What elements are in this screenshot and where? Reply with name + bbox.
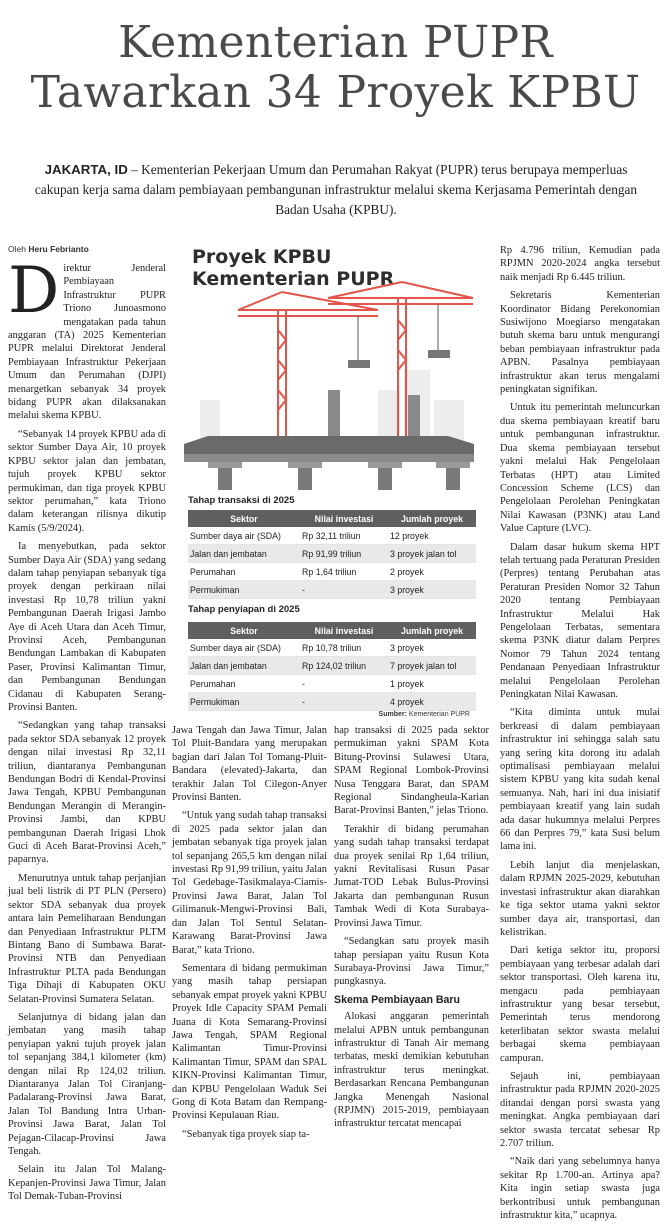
paragraph: “Untuk yang sudah tahap transaksi di 2025 pada sektor jalan dan jembatan sebanyak tiga proyek jalan tol sepanjang 265,5 km dengan nilai investasi Rp 91,99 triliun, yaitu Jalan Tol Gedebage-Tasikmalaya-Ciamis-Provinsi Jawa Barat, Jalan Tol Gilimanuk-Mengwi-Provinsi Bali, dan Jalan Tol Sentul Selatan-Karawang Barat-Provinsi Jawa Barat,” kata Triono.: [172, 810, 327, 956]
paragraph: Sekretaris Kementerian Koordinator Bidang Perekonomian Susiwijono Moegiarso mengatakan butuh skema baru untuk mengurangi beban pembiayaan infrastruktur pada APBN. Pasalnya pembiayaan infrastruktur akan terus mengalami peningkatan signifikan.: [500, 290, 660, 396]
table-row: Perumahan - 1 proyek: [188, 675, 476, 693]
table-header-row: [188, 510, 476, 527]
col-header-jumlah: Jumlah proyek: [388, 510, 476, 527]
paragraph: “Sedangkan yang tahap transaksi pada sektor SDA sebanyak 12 proyek dengan nilai investasi Rp 32,11 triliun, diantaranya Pembangunan Bendungan Bodri di Kendal-Provinsi Jawa Tengah, KPBU Pembangunan Bendungan Merangin di Merangin- Provinsi Jambi, dan KPBU pembangunan Daerah Irigasi Lhok Guci di Aceh Barat-Provinsi Aceh,” paparnya.: [8, 720, 166, 866]
article-column-1: [8, 254, 166, 1209]
paragraph: “Sebanyak 14 proyek KPBU ada di sektor Sumber Daya Air, 10 proyek KPBU sektor jalan dan jembatan, tujuh proyek KPBU sektor permukiman, dan tiga proyek KPBU sektor perumahan,” kata Triono dalam keterangan rilisnya dikutip Kamis (5/9/2024).: [8, 428, 166, 534]
construction-illustration: [178, 240, 478, 490]
table-title-transaksi: Tahap transaksi di 2025: [188, 495, 295, 506]
paragraph: Dari ketiga sektor itu, proporsi pembiayaan yang terbesar adalah dari sektor transportasi. Oleh karena itu, mengacu pada pembiayaan infrastruktur yang besar tersebut, Pemerintah terus mendorong keterlibatan sektor swasta melalui berbagai skema pembiayaan campuran.: [500, 945, 660, 1064]
paragraph: Untuk itu pemerintah meluncurkan dua skema pembiayaan kreatif baru untuk pembangunan infrastruktur. Dua skema pembiayaan tersebut yakni melalui Hak Pengelolaan Terbatas (HPT) atau Limited Concession Scheme (LCS) dan Pengelolaan Perolehan Peningkatan Nilai Kawasan (P3NK) atau Land Value Capture (LVC).: [500, 402, 660, 535]
paragraph: Menurutnya untuk tahap perjanjian jual beli listrik di PT PLN (Persero) sektor SDA sebanyak dua proyek antara lain Pemeliharaan Bendungan dan Penyediaan Infrastruktur PLTM Bintang Bano di Sumbawa Barat-Provinsi NTB dan Penyediaan Infrastruktur PLTA pada Bendungan Tiga Dihaji di Kabupaten OKU Selatan-Provinsi Sumatera Selatan.: [8, 872, 166, 1005]
table-row: Jalan dan jembatan Rp 91,99 triliun 3 proyek jalan tol: [188, 545, 476, 563]
table-row: Permukiman - 3 proyek: [188, 581, 476, 599]
subheading: Skema Pembiayaan Baru: [334, 993, 461, 1006]
paragraph: “Naik dari yang sebelumnya hanya sekitar Rp 1.700-an. Artinya apa? Kita ingin setiap swasta juga berkontribusi untuk pembangunan infrastruktur kita,” ucapnya.: [500, 1156, 660, 1222]
col-header-sektor: Sektor: [188, 510, 300, 527]
paragraph: Sejauh ini, pembiayaan infrastruktur pada RPJMN 2020-2025 ditandai dengan porsi swasta yang meningkat. Angka pembiayaan dari sektor swasta tercatat sebesar Rp 2.707 triliun.: [500, 1070, 660, 1149]
table-title-penyiapan: Tahap penyiapan di 2025: [188, 604, 300, 615]
paragraph: Selain itu Jalan Tol Malang-Kepanjen-Provinsi Jawa Timur, Jalan Tol Demak-Tuban-Provinsi: [8, 1164, 166, 1203]
paragraph: Sementara di bidang permukiman yang masih tahap persiapan sebanyak empat proyek yakni KPBU Proyek Idle Capacity SPAM Pemali Juana di Kota Semarang-Provinsi Jawa Tengah, SPAM Regional Kalimantan Timur-Provinsi Kalimantan Timur, SPAM dan SPAL KIKN-Provinsi Kalimantan Timur, dan KPBU Pengelolaan Waduk Sei Gong di Kota Batam dan Rempang-Provinsi Kepulauan Riau.: [172, 962, 327, 1122]
col-header-nilai: Nilai investasi: [300, 622, 388, 639]
table-row: Perumahan Rp 1,64 triliun 2 proyek: [188, 563, 476, 581]
paragraph: “Sebanyak tiga proyek siap ta-: [182, 1128, 310, 1140]
headline-line-1: Kementerian PUPR: [118, 17, 553, 68]
source-note: Sumber: Kementerian PUPR: [378, 711, 470, 718]
headline-line-2: Tawarkan 34 Proyek KPBU: [30, 67, 641, 118]
table-transaksi: [188, 510, 476, 599]
paragraph: Rp 4.796 triliun, Kemudian pada RPJMN 2020-2024 angka tersebut naik menjadi Rp 6.445 triliun.: [500, 245, 660, 283]
col-header-nilai: Nilai investasi: [300, 510, 388, 527]
table-penyiapan: [188, 622, 476, 711]
table-row: Permukiman - 4 proyek: [188, 693, 476, 711]
table-header-row: [188, 622, 476, 639]
paragraph: Jawa Tengah dan Jawa Timur, Jalan Tol Pluit-Bandara yang merupakan bagian dari Jalan Tol Tomang-Pluit-Bandara (elevated)-Jakarta, dan terakhir Jalan Tol Cilegon-Anyer Provinsi Banten.: [172, 725, 327, 804]
headline: [0, 18, 671, 118]
table-row: Jalan dan jembatan Rp 124,02 triliun 7 proyek jalan tol: [188, 657, 476, 675]
paragraph: Selanjutnya di bidang jalan dan jembatan yang masih tahap penyiapan yakni tujuh proyek jalan tol sepanjang 384,1 kilometer (km) dengan nilai Rp 124,02 triliun. Diantaranya Jalan Tol Ciranjang-Padalarang-Provinsi Jawa Barat, Jalan Tol Bandung Intra Urban-Provinsi Jawa Barat, Jalan Tol Pejagan-Cilacap-Provinsi Jawa Tengah.: [8, 1011, 166, 1157]
infographic-title: Proyek KPBU Kementerian PUPR: [192, 246, 395, 290]
paragraph: Alokasi anggaran pemerintah melalui APBN untuk pembangunan infrastruktur di Tanah Air memang terbatas, meski demikian kebutuhan infrastruktur terus meningkat. Berdasarkan Rencana Pembangunan Jangka Menengah Nasional (RPJMN) 2015-2019, pembiayaan infrastruktur tercatat mencapai: [334, 1011, 489, 1130]
paragraph: “Kita diminta untuk mulai berkreasi di dalam pembiayaan infrastruktur ini sehingga salah satu yang sering kita dorong itu adalah optimalisasi pembiayaan melalui sistem KPBU yang kita sudah kenal semuanya. Nah, hari ini dua inisiatif pembiayaan kreatif yang lain sudah ada dasar hukumnya melalui Perpres 66 dan Perpres 79,” kata Susi belum lama ini.: [500, 707, 660, 853]
paragraph: Terakhir di bidang perumahan yang sudah tahap transaksi terdapat dua proyek senilai Rp 1,64 triliun, yakni Revitalisasi Rusun Pasar Jumat-TOD Lebak Bulus-Provinsi Jakarta dan pembangunan Rusun Tambak Wedi di Kota Surabaya-Provinsi Jawa Timur.: [334, 823, 489, 929]
paragraph: Direktur Jenderal Pembiayaan Infrastruktur PUPR Triono Junoasmono mengatakan pada tahun anggaran (TA) 2025 Kementerian PUPR melalui Direktorat Jenderal Pembiayaan Infrastruktur Pekerjaan Umum dan Perumahan (DJPI) menargetkan sebanyak 34 proyek bidang PUPR akan dilaksanakan melalui skema KPBU.: [8, 254, 166, 422]
article-column-3: [334, 724, 489, 1136]
byline-prefix: Oleh: [8, 244, 26, 254]
lead-paragraph: [30, 160, 642, 220]
table-row: Sumber daya air (SDA) Rp 10,78 triliun 3 proyek: [188, 639, 476, 657]
article-column-4: [500, 244, 660, 1227]
dateline: JAKARTA, ID: [44, 162, 128, 177]
paragraph: Dalam dasar hukum skema HPT telah tertuang pada Peraturan Presiden (Perpres) tentang Perubahan atas Peraturan Presiden Nomor 32 Tahun 2020 tentang Pembiayaan Infrastruktur Melalui Hak Pengelolaan Terbatas, sementara skema P3NK diatur dalam Perpres Nomor 79 Tahun 2024 tentang Pendanaan Penyediaan Infrastruktur melalui Pengelolaan Perolehan Peningkatan Nilai Kawasan.: [500, 541, 660, 700]
byline-author: Heru Febrianto: [28, 244, 89, 254]
drop-cap: D: [8, 254, 60, 328]
col-header-sektor: Sektor: [188, 622, 300, 639]
article-column-2: [172, 724, 327, 1146]
paragraph: Ia menyebutkan, pada sektor Sumber Daya Air (SDA) yang sedang dalam tahap penyiapan sebanyak tiga proyek dengan perkiraan nilai investasi Rp 10,78 triliun yakni Pembangunan Daerah Irigasi Jambo Aye di Aceh Utara dan Aceh Timur, Provinsi Aceh, Pembangunan Bendungan Lambakan di Kabupaten Paser, Provinsi Kalimantan Timur, dan Pembangunan Bendungan Cidanau di Kabupaten Serang-Provinsi Banten.: [8, 541, 166, 713]
lead-text: – Kementerian Pekerjaan Umum dan Perumahan Rakyat (PUPR) terus berupaya memperluas cakupan kerja sama dalam pembiayaan pembangunan infrastruktur melalui skema Kerjasama Pemerintah dengan Badan Usaha (KPBU).: [34, 162, 638, 217]
col-header-jumlah: Jumlah proyek: [388, 622, 476, 639]
table-row: Sumber daya air (SDA) Rp 32,11 triliun 12 proyek: [188, 527, 476, 545]
paragraph: hap transaksi di 2025 pada sektor permukiman yakni SPAM Kota Bitung-Provinsi Sulawesi Utara, SPAM Regional Lombok-Provinsi Nusa Tenggara Barat, dan SPAM Regional Sindangheula-Karian Barat-Provinsi Banten,” jelas Triono.: [334, 725, 489, 817]
byline: [8, 244, 89, 254]
paragraph: Lebih lanjut dia menjelaskan, dalam RPJMN 2025-2029, kebutuhan investasi infrastruktur akan diarahkan ke tiga sektor utama yakni sektor sumber daya air, transportasi, dan kelistrikan.: [500, 859, 660, 938]
paragraph: “Sedangkan satu proyek masih tahap persiapan yaitu Rusun Kota Surabaya-Provinsi Jawa Timur,” pungkasnya.: [334, 936, 489, 988]
infographic: [178, 240, 478, 720]
